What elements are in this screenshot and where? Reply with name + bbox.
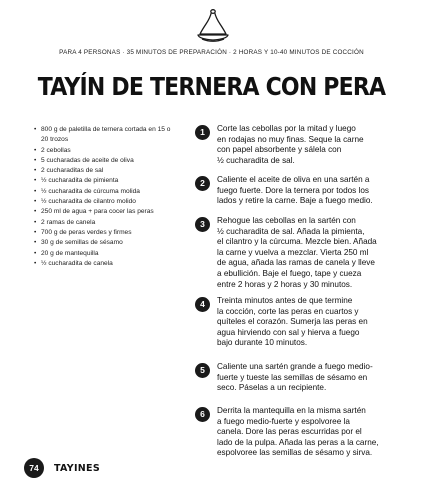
ingredient-item: • 800 g de paletilla de ternera cortada en 15 o 20 trozos (34, 125, 174, 146)
step-number-badge: 3 (195, 217, 210, 232)
tagine-pot-icon (196, 8, 230, 44)
recipe-title: TAYÍN DE TERNERA CON PERA (37, 73, 386, 102)
ingredient-item: • 30 g de semillas de sésamo (34, 238, 174, 248)
ingredient-item: • 2 ramas de canela (34, 218, 174, 228)
step-text: Corte las cebollas por la mitad y luego en rodajas no muy finas. Seque la carne con papel absorbente y sálela con ½ cucharadita de sal. (217, 124, 364, 165)
step-text: Derrita la mantequilla en la misma sartén a fuego medio-fuerte y espolvoree la canela. Dore las peras escurridas por el lado de la pulpa. Añada las peras a la carne, espolvoree las semillas de sésamo y sirva. (217, 406, 379, 458)
ingredient-item: • 2 cebollas (34, 146, 174, 156)
step-text: Caliente el aceite de oliva en una sartén a fuego fuerte. Dore la ternera por todos los lados y retire la carne. Baje a fuego medio. (217, 175, 373, 206)
step-number-badge: 5 (195, 363, 210, 378)
ingredient-item: • 250 ml de agua + para cocer las peras (34, 207, 174, 217)
step-text: Caliente una sartén grande a fuego medio- fuerte y tueste las semillas de sésamo en seco. Páselas a un recipiente. (217, 362, 373, 393)
ingredient-item: • 700 g de peras verdes y firmes (34, 228, 174, 238)
step-text: Rehogue las cebollas en la sartén con ½ cucharadita de sal. Añada la pimienta, el cilantro y la cúrcuma. Mezcle bien. Añada la carne y vuelva a mezclar. Vierta 250 ml de agua, añada las ramas de canela y lleve a ebullición. Baje el fuego, tape y cueza entre 2 horas y 2 horas y 30 minutos. (217, 216, 377, 289)
ingredient-item: • 2 cucharaditas de sal (34, 166, 174, 176)
ingredient-item: • ½ cucharadita de pimienta (34, 176, 174, 186)
step-text: Treinta minutos antes de que termine la cocción, corte las peras en cuartos y quíteles el corazón. Sumerja las peras en agua hirviendo con sal y hierva a fuego bajo durante 10 minutos. (217, 296, 368, 348)
ingredient-item: • ½ cucharadita de cúrcuma molida (34, 187, 174, 197)
step-number-badge: 4 (195, 297, 210, 312)
step-number-badge: 6 (195, 407, 210, 422)
recipe-meta-info: PARA 4 PERSONAS · 35 MINUTOS DE PREPARACIÓN · 2 HORAS Y 10-40 MINUTOS DE COCCIÓN (59, 49, 364, 56)
section-label: TAYINES (54, 463, 100, 474)
page-number-badge: 74 (24, 458, 44, 478)
ingredient-item: • 5 cucharadas de aceite de oliva (34, 156, 174, 166)
ingredient-item: • ½ cucharadita de canela (34, 259, 174, 269)
ingredient-item: • ½ cucharadita de cilantro molido (34, 197, 174, 207)
step-number-badge: 2 (195, 176, 210, 191)
ingredient-item: • 20 g de mantequilla (34, 249, 174, 259)
ingredient-list (34, 125, 174, 269)
step-number-badge: 1 (195, 125, 210, 140)
